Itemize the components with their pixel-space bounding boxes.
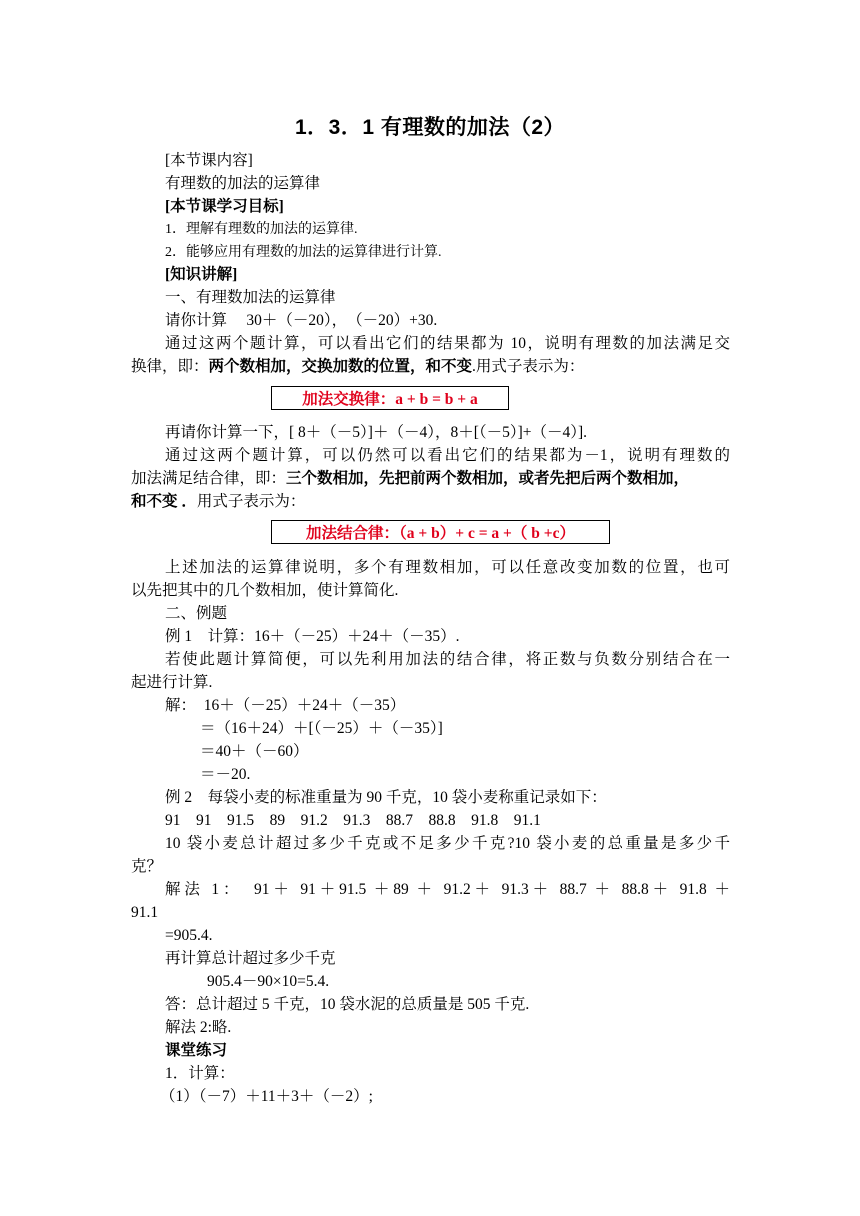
calc-prompt-2: 再请你计算一下，[ 8＋（－5）]＋（－4），8＋[（－5）]+（－4）].	[165, 424, 588, 441]
solution-1-line-4: ＝－20.	[200, 766, 251, 783]
practice-label: 课堂练习	[165, 1042, 228, 1059]
paragraph-2-line-2	[131, 468, 731, 490]
paragraph-1-line-1: 通过这两个题计算，可以看出它们的结果都为 10，说明有理数的加法满足交	[165, 335, 730, 352]
paragraph-1-tail: .用式子表示为：	[472, 358, 585, 375]
practice-1: 1．计算：	[165, 1065, 235, 1082]
paragraph-1-text: 换律，即：	[131, 358, 209, 375]
paragraph-2-text: 加法满足结合律，即：	[131, 470, 287, 487]
paragraph-1-line-2	[131, 356, 584, 378]
section-2-heading: 二、例题	[165, 605, 228, 622]
example-2: 例 2 每袋小麦的标准重量为 90 千克，10 袋小麦称重记录如下：	[165, 789, 607, 806]
answer: 答：总计超过 5 千克，10 袋水泥的总质量是 505 千克.	[165, 996, 530, 1013]
section-1-heading: 一、有理数加法的运算律	[165, 289, 336, 306]
paragraph-2-line-1: 通过这两个题计算，可以仍然可以看出它们的结果都为－1，说明有理数的	[165, 447, 730, 464]
associative-rule-text: 三个数相加，先把前两个数相加，或者先把后两个数相加，	[286, 470, 690, 487]
method-1-line-5: 905.4－90×10=5.4.	[207, 973, 330, 990]
method-1-line-2: 91.1	[131, 904, 159, 921]
goal-1: 1．理解有理数的加法的运算律.	[165, 222, 358, 237]
associative-law-box	[271, 520, 610, 544]
paragraph-2-line-3	[131, 491, 305, 513]
content-label: [本节课内容]	[165, 152, 253, 169]
calc-prompt: 请你计算 30＋（－20）， （－20）+30.	[165, 312, 438, 329]
example-2-question-line-1: 10 袋小麦总计超过多少千克或不足多少千克?10 袋小麦的总重量是多少千	[165, 835, 730, 852]
paragraph-2-tail: 用式子表示为：	[196, 493, 306, 510]
paragraph-3-line-1: 上述加法的运算律说明，多个有理数相加，可以任意改变加数的位置，也可	[165, 559, 730, 576]
example-1-hint-line-1: 若使此题计算简便，可以先利用加法的结合律，将正数与负数分别结合在一	[165, 651, 730, 668]
solution-1-line-2: ＝（16＋24）＋[（－25）＋（－35）]	[200, 720, 443, 737]
solution-1-line-1: 解： 16＋（－25）＋24＋（－35）	[165, 697, 406, 714]
example-1-hint-line-2: 起进行计算.	[131, 674, 213, 691]
goals-label: [本节课学习目标]	[165, 198, 284, 215]
paragraph-3-line-2: 以先把其中的几个数相加，使计算简化.	[131, 582, 399, 599]
commutative-law-formula: 加法交换律：a + b = b + a	[302, 391, 478, 408]
solution-1-line-3: ＝40＋（－60）	[200, 743, 309, 760]
method-1-line-3: =905.4.	[165, 927, 213, 944]
method-2: 解法 2:略.	[165, 1019, 232, 1036]
associative-law-formula: 加法结合律：（a + b）+ c = a +（ b +c）	[306, 525, 575, 542]
page-title: 1．3．1 有理数的加法（2）	[294, 116, 566, 139]
commutative-law-box	[271, 386, 509, 410]
method-1-line-1: 解法 1： 91＋ 91＋91.5 ＋89 ＋ 91.2＋ 91.3＋ 88.7 ＋ 88.8＋ 91.8 ＋	[165, 881, 730, 898]
content-text: 有理数的加法的运算律	[165, 175, 321, 192]
method-1-line-4: 再计算总计超过多少千克	[165, 950, 336, 967]
associative-rule-tail: 和不变 ．	[131, 493, 197, 510]
goal-2: 2．能够应用有理数的加法的运算律进行计算.	[165, 245, 442, 260]
example-1: 例 1 计算：16＋（－25）＋24＋（－35）.	[165, 628, 460, 645]
weights-list: 91 91 91.5 89 91.2 91.3 88.7 88.8 91.8 91.1	[165, 812, 541, 829]
practice-1-1: （1）（－7）＋11＋3＋（－2）;	[160, 1088, 373, 1105]
knowledge-label: [知识讲解]	[165, 266, 238, 283]
example-2-question-line-2: 克？	[131, 858, 163, 875]
commutative-rule-text: 两个数相加，交换加数的位置，和不变	[208, 358, 473, 375]
